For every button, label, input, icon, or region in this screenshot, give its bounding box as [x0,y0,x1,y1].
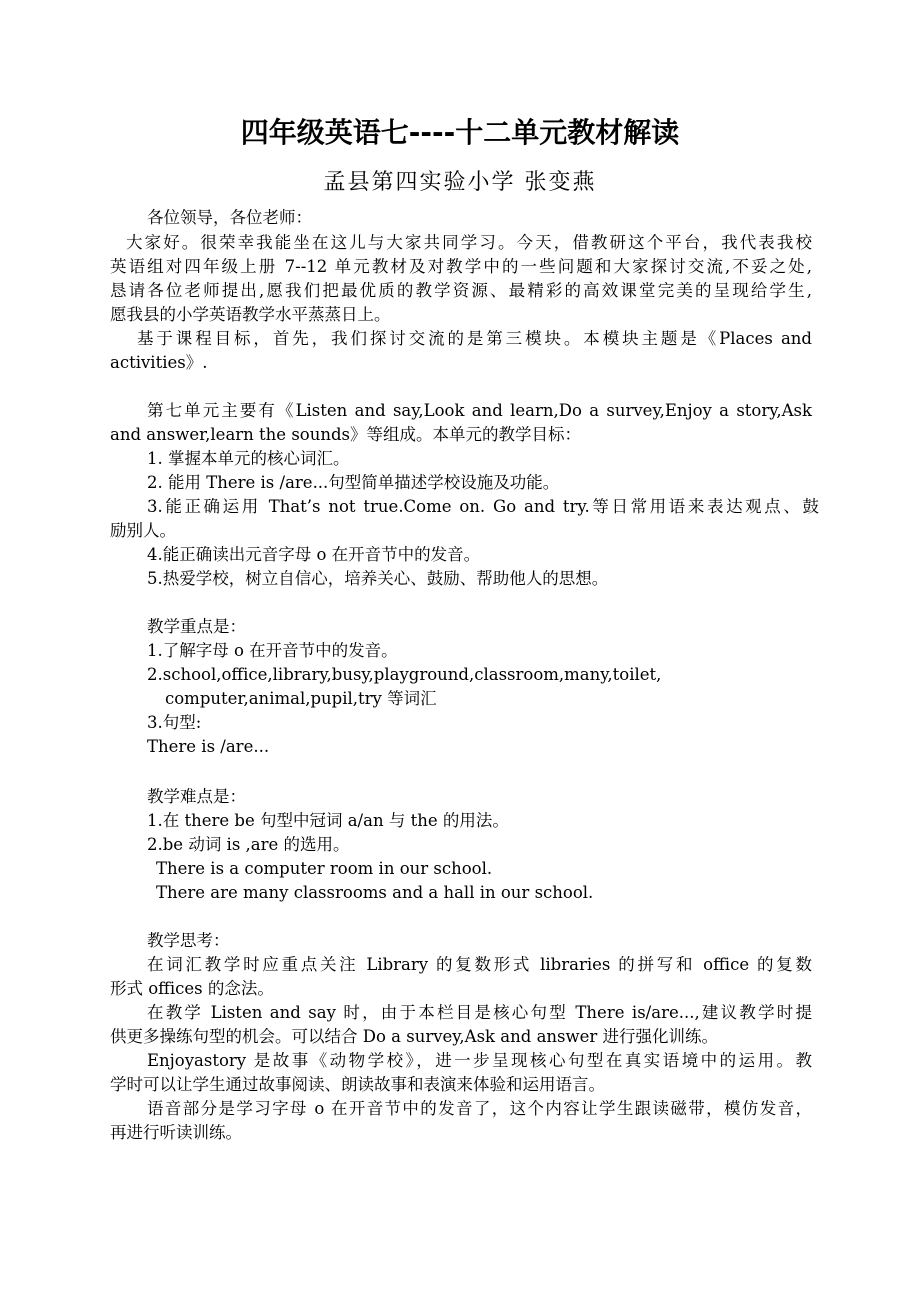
paragraph-line: 再进行听读训练。 [110,1123,242,1142]
section-heading: 教学难点是： [147,787,246,806]
paragraph-line: 英语组对四年级上册 7--12 单元教材及对教学中的一些问题和大家探讨交流,不妥之处, [110,257,812,276]
paragraph-line: 供更多操练句型的机会。可以结合 Do a survey,Ask and answer 进行强化训练。 [110,1027,719,1046]
list-item-continued: computer,animal,pupil,try 等词汇 [165,689,437,708]
section-heading: 教学重点是： [147,617,246,636]
paragraph-line: activities》. [110,353,208,372]
paragraph-line: 语音部分是学习字母 o 在开音节中的发音了，这个内容让学生跟读磁带，模仿发音， [147,1099,812,1118]
paragraph-line: 基于课程目标，首先，我们探讨交流的是第三模块。本模块主题是《Places and [137,329,812,348]
document-title: 四年级英语七----十二单元教材解读 [240,116,680,149]
sentence-pattern: There is /are... [147,737,270,756]
list-item: 2.school,office,library,busy,playground,classroom,many,toilet, [147,665,662,684]
section-heading: 教学思考： [147,931,230,950]
list-item: 3.句型: [147,713,202,732]
paragraph-line: 在词汇教学时应重点关注 Library 的复数形式 libraries 的拼写和 office 的复数 [147,955,812,974]
paragraph-line: 形式 offices 的念法。 [110,979,274,998]
list-item: 2. 能用 There is /are...句型简单描述学校设施及功能。 [147,473,560,492]
list-item: 1.了解字母 o 在开音节中的发音。 [147,641,398,660]
example-sentence: There are many classrooms and a hall in our school. [156,883,594,902]
paragraph-line: 恳请各位老师提出,愿我们把最优质的教学资源、最精彩的高效课堂完美的呈现给学生, [110,281,812,300]
example-sentence: There is a computer room in our school. [156,859,493,878]
list-item-continued: 励别人。 [110,521,176,540]
document-author: 孟县第四实验小学 张变燕 [323,170,597,195]
list-item: 3.能正确运用 That’s not true.Come on. Go and try.等日常用语来表达观点、鼓 [147,497,819,516]
paragraph-line: 大家好。很荣幸我能坐在这儿与大家共同学习。今天，借教研这个平台，我代表我校 [126,233,812,252]
list-item: 4.能正确读出元音字母 o 在开音节中的发音。 [147,545,481,564]
greeting: 各位领导，各位老师： [147,208,312,227]
list-item: 5.热爱学校，树立自信心，培养关心、鼓励、帮助他人的思想。 [147,569,609,588]
paragraph-line: Enjoyastory 是故事《动物学校》，进一步呈现核心句型在真实语境中的运用。教 [147,1051,812,1070]
paragraph-line: 在教学 Listen and say 时，由于本栏目是核心句型 There is/are...,建议教学时提 [147,1003,812,1022]
paragraph-line: 学时可以让学生通过故事阅读、朗读故事和表演来体验和运用语言。 [110,1075,605,1094]
list-item: 2.be 动词 is ,are 的选用。 [147,835,350,854]
paragraph-line: 第七单元主要有《Listen and say,Look and learn,Do a survey,Enjoy a story,Ask [147,401,812,420]
list-item: 1. 掌握本单元的核心词汇。 [147,449,350,468]
paragraph-line: 愿我县的小学英语教学水平蒸蒸日上。 [110,305,391,324]
paragraph-line: and answer,learn the sounds》等组成。本单元的教学目标： [110,425,581,444]
list-item: 1.在 there be 句型中冠词 a/an 与 the 的用法。 [147,811,509,830]
